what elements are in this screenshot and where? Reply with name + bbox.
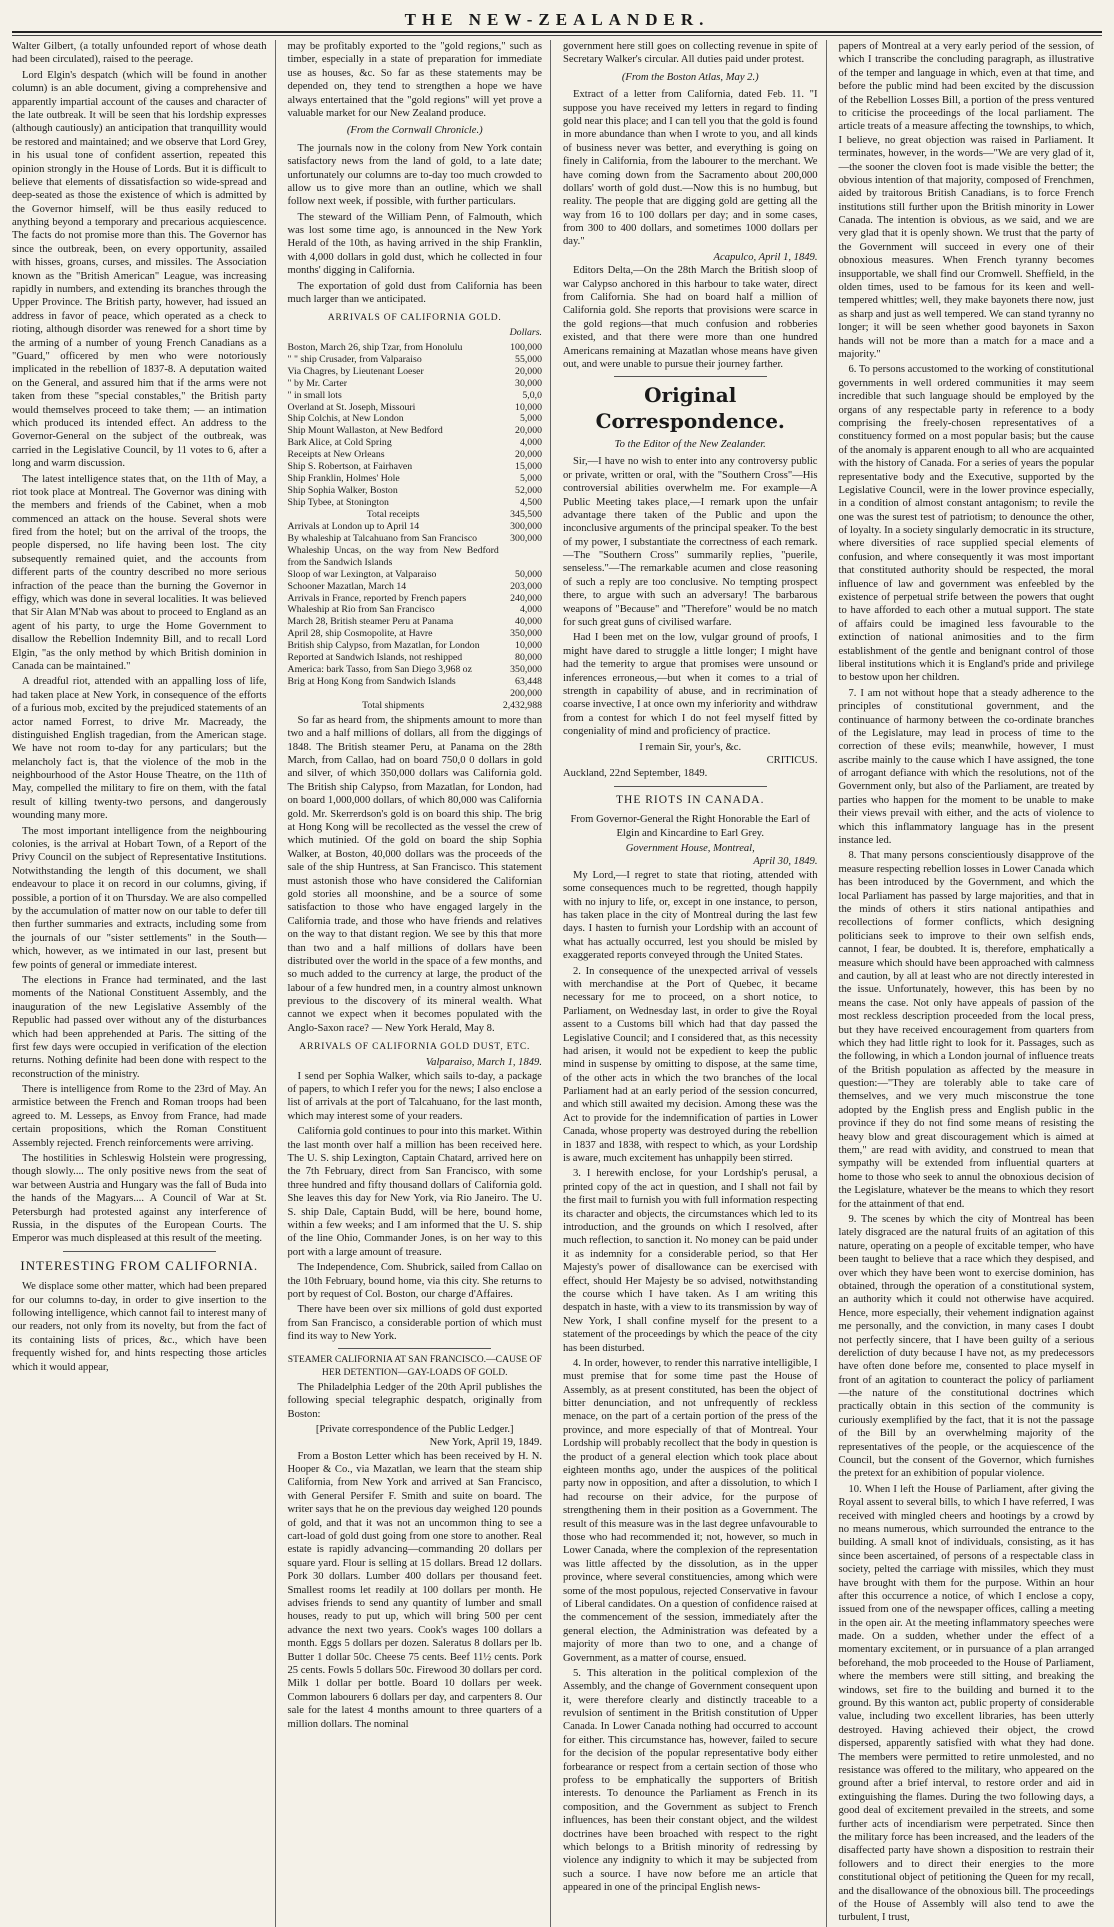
paragraph: 7. I am not without hope that a steady adherence to the principles of constitutional government, and the continuance of harmony between the co-ordinate branches of the Legislature, may lead in process of time to the correction of these evils; meanwhile, however, I must ascribe mainly to the cause which I have assigned, the tone of arrogant defiance with which the resolutions, not of the Government only, but also of the Parliament, are treated by parties who happen for the moment to be unable to make their views prevail with either, and the acts of violence to which this inflammatory language has in the present instance led. xyxy=(838,687,1094,847)
paragraph: 2. In consequence of the unexpected arrival of vessels with merchandise at the Port of Quebec, it became necessary for me to proceed, on a short notice, to Parliament, on Wednesday last, in order to give the Royal assent to a Customs bill which had that day passed the Legislative Council; and I considered that, as this necessity had arisen, it would not be expedient to keep the public mind in suspense by omitting to dispose, at the same time, of the other acts in which the two branches of the local Parliament had at an early period of the session concurred, and which still awaited my decision. Among these was the Act to provide for the indemnification of parties in Lower Canada, whose property was destroyed during the rebellion in 1837 and 1838, with respect to which, as your Lordship is aware, much excitement has unhappily been stirred. xyxy=(563,965,818,1165)
section-heading: INTERESTING FROM CALIFORNIA. xyxy=(20,1257,259,1273)
masthead-rule-thin xyxy=(12,35,1102,36)
paragraph: We displace some other matter, which had been prepared for our columns to-day, in order to give insertion to the following intelligence, which cannot fail to interest many of our readers, not only from its novelty, but from the fact of its containing lists of prices, &c., which have been frequently wished for, and hints respecting those articles which it would appear, xyxy=(12,1281,267,1373)
paragraph: California gold continues to pour into this market. Within the last month over half a million has been received here. The U. S. ship Lexington, Captain Chatard, arrived here on the 7th February, direct from San Francisco, with some three hundred and fifty thousand dollars of California gold. She leaves this day for New York, via Rio Janeiro. The U. S. ship Dale, Captain Budd, will be here, bound home, within a few weeks; and I am informed that the U. S. ship of the line Ohio, Commander Jones, is on her way to this port with a large amount of treasure. xyxy=(287,1126,542,1258)
dateline: April 30, 1849. xyxy=(753,856,818,868)
arrival-value: 10,000 xyxy=(515,401,542,413)
arrival-value: 350,000 xyxy=(510,664,542,676)
arrival-label: British ship Calypso, from Mazatlan, for London xyxy=(287,640,480,652)
table-row xyxy=(288,413,543,425)
arrival-label: Boston, March 26, ship Tzar, from Honolulu xyxy=(287,341,463,353)
paragraph: Lord Elgin's despatch (which will be found in another column) is an able document, giving a comprehensive and apparently impartial account of the causes and character of the late outbreak. It will be seen that his lordship expresses (although cautiously) an anticipation that tranquillity would be restored and maintained; and we observe that Lord Grey, in his usual tone of confident assertion, repeated this opinion strongly in the House of Lords. But it is difficult to believe that elements of dissatisfaction so wide-spread and deep-seated as those the existence of which is admitted by the Governor himself, will be thus easily reduced to anything beyond a temporary and precarious acquiescence. The facts do not promise more than this. The Governor has since the outbreak, been, on every opportunity, assailed with hisses, groans, curses, and missiles. The Association known as the "British American" League, was increasing rapidly in numbers, and extending its branches through the Upper Province. The British party, however, had issued an address in favor of peace, which operated as a check to rioting, although disorder was renewed for a short time by the arming of a number of young French Canadians as a "Guard," officered by men who were notoriously implicated in the rebellion of 1837-8. A deputation waited on the General, and assured him that if the arms were not taken from these "special constables," the British party would themselves proceed to take them; — an intimation which produced its intended effect. An address to the Governor-General on the subject of the outbreak, was carried in the Legislative Council, by 11 votes to 6, after a long and warm discussion. xyxy=(12,69,267,470)
arrival-value: 300,000 xyxy=(510,520,542,532)
arrival-value: 15,000 xyxy=(515,461,542,473)
arrival-value: 200,000 xyxy=(510,688,542,700)
table-row xyxy=(288,676,543,688)
column-3 xyxy=(563,40,827,1927)
table-row xyxy=(288,521,543,533)
arrival-value: 20,000 xyxy=(515,449,542,461)
arrival-label: Via Chagres, by Lieutenant Loeser xyxy=(287,365,424,377)
divider xyxy=(63,1251,216,1252)
arrival-label: " by Mr. Carter xyxy=(287,377,348,389)
arrival-label: Ship Mount Wallaston, at New Bedford xyxy=(287,425,443,437)
table-row xyxy=(288,616,543,628)
arrival-value: 63,448 xyxy=(515,676,542,688)
paragraph: Editors Delta,—On the 28th March the British sloop of war Calypso anchored in this harbour to take water, direct from California. She had on board half a million of California gold. She reports that provisions were scarce in the gold regions—that much confusion and robberies existed, and that there were more than one hundred Americans remaining at Mazatlan whose means have given out, and were unable to pursue their journey farther. xyxy=(563,265,818,370)
paragraph: papers of Montreal at a very early period of the session, of which I transcribe the concluding paragraph, as illustrative of the temper and language in which, even at that time, and before the public mind had been excited by the discussion of the Rebellion Losses Bill, a portion of the press ventured to criticise the proceedings of the local parliament. The article treats of a measure affecting the townships, to which, I believe, no great objection was raised in Parliament. It terminates, however, in the words—"We are very glad of it,—the sooner the cloven foot is made visible the better; the obvious intention of that majority, composed of Frenchmen, aided by traitorous British Canadians, is to force French institutions still further upon the British minority in Lower Canada. The intention is obvious, as we said, and we are very glad that it is openly shown. We trust that the party of the Government will succeed in every one of their obnoxious measures. When French tyranny becomes insupportable, we shall find our Cromwell. Sheffield, in the olden times, used to be famous for its keen and well-tempered whittles; well, they make bayonets there now, just as sharp and just as well tempered. We can stand tyranny no longer; it will be seen whether good bayonets in Saxon hands will not be more than a match for a mace and a majority." xyxy=(838,41,1094,360)
paragraph: 3. I herewith enclose, for your Lordship's perusal, a printed copy of the act in question, and I shall not fail by the first mail to furnish you with full information respecting its character and objects, the circumstances which led to its introduction, and the grounds on which I resolved, after much reflection, to sanction it. No money can be paid under it as indemnity for a considerable period, so that Her Majesty's power of disallowance can be exercised with effect, should Her Majesty be so advised, notwithstanding the course which I have taken. As I am writing this despatch in haste, with a view to its transmission by way of New York, I shall confine myself for the present to a statement of the proceedings by which the peace of the city has been disturbed. xyxy=(563,1168,818,1354)
arrivals-table xyxy=(288,342,543,712)
arrival-label: Whaleship at Rio from San Francisco xyxy=(287,604,435,616)
paragraph: The elections in France had terminated, and the last moments of the National Constituent Assembly, and the inauguration of the new Legislative Assembly of the Republic had passed over without any of the disturbances which had been apprehended at Paris. The sitting of the first few days were occupied in verification of the election returns. Nothing definite had been done with respect to the reconstruction of the ministry. xyxy=(12,974,267,1080)
arrival-label: Arrivals at London up to April 14 xyxy=(287,520,420,532)
arrival-value: 52,000 xyxy=(515,485,542,497)
table-row xyxy=(288,664,543,676)
paragraph: The Philadelphia Ledger of the 20th April publishes the following special telegraphic despatch, originally from Boston: xyxy=(287,1381,542,1420)
total-label: Total receipts xyxy=(366,508,420,520)
masthead: THE NEW-ZEALANDER. xyxy=(404,10,710,29)
paragraph: 4. In order, however, to render this narrative intelligible, I must premise that for some time past the House of Assembly, as at present constituted, has been the object of bitter denunciation, and not unfrequently of reckless menace, on the part of a certain portion of the press of the province, and more especially of that of Montreal. Your Lordship will probably recollect that the body in question is the product of a general election which took place about eighteen months ago, under the auspices of the political party now in opposition, and after a dissolution, to which I had recourse on their advice, for the purpose of strengthening them in their position as a Government. The result of this measure was in the last degree unfavourable to those who had recommended it; not, however, so much in Lower Canada, where the complexion of the representation was little affected by the dissolution, as in the upper province, where several constituencies, among which were some of the most populous, rejected Conservative in favour of Liberal candidates. On a question of confidence raised at the commencement of the session, immediately after the general election, the Administration was defeated by a majority of more than two to one, and a change of Government, as a matter of course, ensued. xyxy=(563,1357,818,1664)
dateline: New York, April 19, 1849. xyxy=(429,1437,542,1449)
table-row xyxy=(288,533,543,545)
arrival-label: April 28, ship Cosmopolite, at Havre xyxy=(287,628,433,640)
paragraph: 8. That many persons conscientiously disapprove of the measure respecting rebellion losses in Lower Canada which has been introduced by the Government, and which the local Parliament has passed by large majorities, and that in the minds of others it stirs national antipathies and recollections of former conflicts, which designing politicians seek to improve to their own selfish ends, cannot, I fear, be doubted. It is, therefore, emphatically a measure which should have been approached with calmness and caution, by all at least who are not directly interested in the issue. Unfortunately, however, this has been by no means the case. Not only have appeals of passion of the most reckless description proceeded from the local press, but they have received encouragement from quarters from which they had little right to look for it. Passages, such as the following, in which a London journal of influence treats of the British population as affected by the measure in question:—"They are tolerably able to take care of themselves, and we very much misconstrue the tone adopted by the English press and English public in the province if they do not find some means of resisting the heavy blow and great discouragement which is aimed at them," are read with avidity, and construed to mean that sympathy will be extended from influential quarters at home to those who seek to annul the obnoxious decision of the Legislature, whatever be the means to which they resort for the attainment of that end. xyxy=(838,850,1094,1210)
table-row xyxy=(288,378,543,390)
arrival-value: 240,000 xyxy=(510,592,542,604)
arrival-value: 20,000 xyxy=(515,365,542,377)
arrival-label: Receipts at New Orleans xyxy=(287,449,385,461)
arrival-value: 20,000 xyxy=(515,425,542,437)
banner-heading: Original Correspondence. xyxy=(595,383,785,433)
table-row xyxy=(288,640,543,652)
divider xyxy=(614,786,767,787)
paragraph: Walter Gilbert, (a totally unfounded report of whose death had been circulated), raised to the peerage. xyxy=(12,41,267,66)
table-row xyxy=(288,700,543,712)
arrival-label: Schooner Mazatlan, March 14 xyxy=(287,580,407,592)
table-row xyxy=(288,688,543,700)
table-row xyxy=(288,461,543,473)
letter-date: Auckland, 22nd September, 1849. xyxy=(563,768,708,780)
signoff: I remain Sir, your's, &c. xyxy=(639,741,742,753)
signature: CRITICUS. xyxy=(766,754,818,766)
table-row xyxy=(288,485,543,497)
total-label: Total shipments xyxy=(362,699,425,711)
paragraph: The exportation of gold dust from California has been much larger than we anticipated. xyxy=(287,280,542,306)
arrival-value: 80,000 xyxy=(515,652,542,664)
unit-label: Dollars. xyxy=(509,327,542,339)
table-row xyxy=(288,473,543,485)
arrival-value: 203,000 xyxy=(510,580,542,592)
table-row xyxy=(288,593,543,605)
arrival-value: 5,000 xyxy=(519,473,542,485)
arrival-value: 4,000 xyxy=(519,437,542,449)
table-row xyxy=(288,402,543,414)
arrival-value: 4,500 xyxy=(519,497,542,509)
table-row xyxy=(288,342,543,354)
source-credit: (From the Cornwall Chronicle.) xyxy=(346,125,483,137)
column-2 xyxy=(288,40,552,1927)
total-value: 2,432,988 xyxy=(502,699,542,711)
paragraph: I send per Sophia Walker, which sails to-day, a package of papers, to which I refer you for the news; I also enclose a list of arrivals at the port of Talcahuano, for the last month, which may interest some of your readers. xyxy=(287,1070,542,1122)
table-title: ARRIVALS OF CALIFORNIA GOLD. xyxy=(327,313,502,324)
arrival-label: Bark Alice, at Cold Spring xyxy=(287,437,392,449)
table-row xyxy=(288,425,543,437)
total-value: 345,500 xyxy=(510,508,542,520)
paragraph: There have been over six millions of gold dust exported from San Francisco, a considerable portion of which must find its way to New York. xyxy=(287,1304,542,1343)
dateline: Government House, Montreal, xyxy=(625,843,755,855)
arrival-value: 30,000 xyxy=(515,377,542,389)
arrival-label xyxy=(288,688,499,700)
subheading: From Governor-General the Right Honorable the Earl of Elgin and Kincardine to Earl Grey. xyxy=(570,814,811,839)
arrival-label: Arrivals in France, reported by French papers xyxy=(287,592,467,604)
arrival-value xyxy=(499,545,542,569)
arrival-label: " " ship Crusader, from Valparaiso xyxy=(287,353,422,365)
arrival-value: 55,000 xyxy=(515,353,542,365)
paragraph: My Lord,—I regret to state that rioting, attended with some consequences much to be regretted, though happily with no injury to life, or, except in one instance, to person, has taken place in the city of Montreal during the last few days. I hasten to furnish your Lordship with an account of what has actually occurred, lest you should be misled by exaggerated reports conveyed through the United States. xyxy=(563,869,818,962)
arrival-label: " in small lots xyxy=(287,389,342,401)
table-row xyxy=(288,390,543,402)
paragraph: From a Boston Letter which has been received by H. N. Hooper & Co., via Mazatlan, we learn that the steam ship California, from New York and arrived at San Francisco, with General Persifer F. Smith and suite on board. The writer says that he on the previous day weighed 120 pounds of gold, and that it was not an uncommon thing to see a cart-load of gold dust going from one store to another. Real estate is rapidly advancing—commanding 20 dollars per square yard. Flour is selling at 15 dollars. Bread 12 dollars. Pork 30 dollars. Lumber 400 dollars per thousand feet. Smallest rooms let readily at 100 dollars per month. He advises friends to send any quantity of lumber and small houses, ready to put up, which will bring 500 per cent advance the next two years. Cook's wages 100 dollars a month. Eggs 5 dollars per dozen. Saleratus 8 dollars per lb. Butter 1 dollar 50c. Cheese 75 cents. Beef 11½ cents. Pork 25 cents. Fowls 5 dollars 50c. Firewood 30 dollars per cord. Milk 1 dollar per bottle. Board 10 dollars per week. Common labourers 6 dollars per day, and carpenters 8. Our sale for the latest 4 months amount to three quarters of a million dollars. The nominal xyxy=(287,1450,543,1730)
table-row xyxy=(288,437,543,449)
paragraph: may be profitably exported to the "gold regions," such as timber, especially in a state of preparation for immediate use as houses, &c. So far as these statements may be depended on, they tend to strengthen a hope we have always entertained that the "gold regions" will yet prove a valuable market for our New Zealand produce. xyxy=(287,41,542,119)
divider xyxy=(338,1348,491,1349)
table-row xyxy=(288,569,543,581)
paragraph: Had I been met on the low, vulgar ground of proofs, I might have dared to struggle a little longer; I might have had the temerity to argue that promises were unsound or inferences erroneous,—but when it comes to a trial of strength in capability of abuse, and in recrimination of coarse invective, I at once own my inferiority and withdraw from a contest for which I do not feel myself fitted by congeniality of mind and proficiency of practice. xyxy=(563,632,818,738)
paragraph: 9. The scenes by which the city of Montreal has been lately disgraced are the natural fruits of an agitation of this nature, operating on a people of excitable temper, who have been taught to believe that a race which they despised, and over which they have been wont to exercise dominion, has obtained, through the operation of a constitutional system, an authority which it could not otherwise have acquired. Hence, more especially, their vehement indignation against me personally, and the conviction, in many cases I doubt not perfectly sincere, that I have been guilty of a serious dereliction of duty because I have not, as my predecessors have often done before me, consented to place myself in front of an agitation to counteract the policy of parliament—the nature of the constitutional doctrines which practically obtain in this section of the community is curiously exemplified by the fact, that it is not the passage of the Bill by an overwhelming majority of the representatives of the people, or the acquiescence of the Council, but the consent of the Governor, which furnishes the pretext for an exhibition of popular violence. xyxy=(838,1213,1094,1480)
paragraph: The Independence, Com. Shubrick, sailed from Callao on the 10th February, bound home, via this city. She returns to port by request of Col. Boston, our charge d'Affaires. xyxy=(287,1262,542,1300)
arrival-label: Ship Tybee, at Stonington xyxy=(287,497,389,509)
arrival-value: 4,000 xyxy=(519,604,542,616)
paragraph: The hostilities in Schleswig Holstein were progressing, though slowly.... The only positive news from the seat of war between Austria and Hungary was the fall of Buda into the hands of the Magyars.... A Council of War at St. Petersburgh had protested against any interference of Russia, in the disputes of the European Courts. The Emperor was much displeased at this result of the meeting. xyxy=(12,1153,267,1245)
arrival-label: Whaleship Uncas, on the way from New Bedford from the Sandwich Islands xyxy=(287,544,499,568)
table-row xyxy=(288,652,543,664)
arrival-label: By whaleship at Talcahuano from San Francisco xyxy=(287,532,478,544)
table-row xyxy=(288,509,543,521)
arrival-label: Overland at St. Joseph, Missouri xyxy=(287,401,416,413)
table-row xyxy=(288,497,543,509)
column-1 xyxy=(12,40,276,1927)
paragraph: Sir,—I have no wish to enter into any controversy public or private, written or oral, with the "Southern Cross"—His controversial abilities overwhelm me. For example—A Public Meeting takes place,—I remark upon the unfair advantage there taken of the Public and upon the inconclusive arguments of the principal speaker. To the best of my power, I substantiate the correctness of each remark.—The "Southern Cross" summarily replies, "puerile, senseless."—The remarkable acumen and close reasoning of such a reply are too conclusive. No tempting prospect there, to argue with such an adversary! The barbarous weapons of "Because" and "Therefore" would be no match for such great guns of civilised warfare. xyxy=(563,456,818,629)
paragraph: The latest intelligence states that, on the 11th of May, a riot took place at Montreal. The Governor was dining with the members and friends of the Cabinet, when a mob commenced an attack on the house. Several shots were fired from the hotel; but on the arrival of the troops, the people dispersed, no life having been lost. The city subsequently remained quiet, and the accounts from different parts of the country described no more serious infraction of the peace than the burning the Governor in effigy, which was done in several localities. It was believed that Sir Alan M'Nab was about to proceed to England as an agent of his party, to urge the Home Government to disallow the Rebellion Indemnity Bill, and to recall Lord Elgin, "as the only method by which British dominion in Canada can be maintained." xyxy=(12,473,267,672)
dateline: Acapulco, April 1, 1849. xyxy=(713,251,818,263)
paragraph: 5. This alteration in the political complexion of the Assembly, and the change of Government consequent upon it, were therefore clearly and distinctly traceable to a revulsion of sentiment in the British constitution of Upper Canada. In Lower Canada nothing had occurred to account for either. This circumstance has, however, failed to secure for the decision of the popular representative body either forbearance or respect from a certain section of those who profess to be emphatically the supporters of British interests. To denounce the Parliament as French in its composition, and the Government as subject to French influences, has been their constant object, and the wildest doctrines have been broached with respect to the right which belongs to a British minority of redressing by violence any indignity to which it may be subjected from such a source. I have now before me an article that appeared in one of the principal English news- xyxy=(563,1667,818,1894)
arrival-value: 300,000 xyxy=(510,532,542,544)
dateline: Valparaiso, March 1, 1849. xyxy=(425,1057,542,1069)
table-row xyxy=(288,628,543,640)
arrival-label: Ship S. Robertson, at Fairhaven xyxy=(287,461,413,473)
arrival-value: 10,000 xyxy=(515,640,542,652)
salutation-line: To the Editor of the New Zealander. xyxy=(614,438,766,450)
arrival-value: 40,000 xyxy=(515,616,542,628)
arrival-value: 50,000 xyxy=(515,568,542,580)
columns xyxy=(12,40,1102,1924)
paragraph: The journals now in the colony from New York contain satisfactory news from the land of gold, to a late date; unfortunately our columns are to-day too much crowded to allow us to give more than an outline, which we shall follow next week, if possible, with further particulars. xyxy=(287,142,542,208)
arrival-label: America: bark Tasso, from San Diego 3,968 oz xyxy=(287,664,472,676)
table-row xyxy=(288,545,543,569)
arrival-label: March 28, British steamer Peru at Panama xyxy=(287,616,454,628)
table-row xyxy=(288,354,543,366)
arrival-label: Ship Franklin, Holmes' Hole xyxy=(287,473,400,485)
paragraph: The steward of the William Penn, of Falmouth, which was lost some time ago, is announced in the New York Herald of the 10th, as having arrived in the ship Franklin, with 4,000 dollars in gold dust, which he collected in four months' digging in California. xyxy=(287,211,542,277)
arrival-value: 5,0,0 xyxy=(522,389,542,401)
table-row xyxy=(288,581,543,593)
section-heading: ARRIVALS OF CALIFORNIA GOLD DUST, ETC. xyxy=(299,1042,531,1053)
arrival-value: 100,000 xyxy=(510,341,542,353)
section-heading: STEAMER CALIFORNIA AT SAN FRANCISCO.—CAUSE OF HER DETENTION—GAY-LOADS OF GOLD. xyxy=(287,1354,542,1378)
paragraph: government here still goes on collecting revenue in spite of Secretary Walker's circular. All duties paid under protest. xyxy=(563,41,818,66)
column-4 xyxy=(839,40,1103,1927)
arrival-label: Sloop of war Lexington, at Valparaiso xyxy=(287,568,437,580)
arrival-label: Ship Sophia Walker, Boston xyxy=(287,485,398,497)
paragraph: The most important intelligence from the neighbouring colonies, is the arrival at Hobart Town, of a Report of the Privy Council on the subject of Representative Institutions. Notwithstanding the length of this document, we shall endeavour to place it on record in our columns, giving, if possible, a portion of it on Thursday. We are also compelled by the accumulation of matter now on our table to defer till then further summaries and extracts, including some from the journals of our "sister settlements" in the South—which, however, as we intimated in our last, present but few points of general or immediate interest. xyxy=(12,825,267,971)
table-row xyxy=(288,449,543,461)
bracket-note: [Private correspondence of the Public Ledger.] xyxy=(315,1423,514,1435)
table-row xyxy=(288,366,543,378)
paragraph: 6. To persons accustomed to the working of constitutional governments in well ordered communities it may seem incredible that such language should be employed by the organs of any respectable party in reference to a body comprising the freely-chosen representatives of a constituency formed on a most popular basis; but the cause of the anomaly is apparent enough to all who are acquainted with the history of Canada. For a series of years the popular representative body and the Executive, supported by the Legislative Council, were in the lower province especially, in a condition of almost constant antagonism; to revile the one was the surest test of patriotism; to denounce the other, of loyalty. In a society singularly democratic in its structure, where diversities of race supplied special elements of confusion, and where consequently it was most important that constituted authority should be respected, the moral influence of law and government was enfeebled by the existence of perpetual strife between the powers that ought to have afforded to each other a mutual support. The state of affairs could be imagined less favourable to the extinction of national animosities and to the firm establishment of the gentle and benignant control of those liberal institutions which it is England's pride and privilege to bestow upon her children. xyxy=(838,364,1094,684)
paragraph: There is intelligence from Rome to the 23rd of May. An armistice between the French and Roman troops had been agreed to. M. Lesseps, as Envoy from France, had made certain propositions, which the Roman Constituent Assembly rejected. French reinforcements were arriving. xyxy=(12,1084,267,1149)
arrival-value: 5,000 xyxy=(519,413,542,425)
arrival-label: Brig at Hong Kong from Sandwich Islands xyxy=(287,676,456,688)
arrival-label: Ship Colchis, at New London xyxy=(287,413,404,425)
masthead-rule xyxy=(12,31,1102,33)
section-heading: THE RIOTS IN CANADA. xyxy=(616,793,765,806)
paragraph: A dreadful riot, attended with an appalling loss of life, had taken place at New York, in consequence of the efforts of a furious mob, excited by the prejudiced statements of an actor named Forrest, to drive Mr. Macready, the distinguished English tragedian, from the American stage. We have not room to-day for any particulars; but the melancholy fact is, that the violence of the mob in the neighbourhood of the Astor House Theatre, on the 11th of May, compelled the military to fire on them, with the fatal result of killing twenty-two persons, and dangerously wounding many more. xyxy=(12,676,267,822)
arrival-value: 350,000 xyxy=(510,628,542,640)
source-credit: (From the Boston Atlas, May 2.) xyxy=(621,71,759,83)
paragraph: 10. When I left the House of Parliament, after giving the Royal assent to several bills, to which I have referred, I was received with mingled cheers and hootings by a crowd by no means numerous, which surrounded the entrance to the building. A small knot of individuals, consisting, as it has since been ascertained, of persons of a respectable class in society, pelted the carriage with missiles, which they must have brought with them for the purpose. Within an hour after this occurrence a notice, of which I enclose a copy, issued from one of the newspaper offices, calling a meeting in the open air. At the meeting inflammatory speeches were made. On a sudden, whether under the effect of a momentary excitement, or in pursuance of a plan arranged beforehand, the mob proceeded to the House of Parliament, where the members were still sitting, and breaking the windows, set fire to the building and burned it to the ground. By this wanton act, public property of considerable value, including two excellent libraries, has been utterly destroyed. Having achieved their object, the crowd dispersed, apparently satisfied with what they had done. The members were permitted to retire unmolested, and no resistance was offered to the military, who appeared on the ground after a brief interval, to restore order and aid in extinguishing the flames. During the two following days, a good deal of excitement prevailed in the streets, and some further acts of incendiarism were perpetrated. Since then the military force has been increased, and the leaders of the disaffected party have shown a disposition to restrain their followers and to direct their energies to the more constitutional object of petitioning the Queen for my recall, and the disallowance of the obnoxious bill. The proceedings of the House of Assembly will also tend to awe the turbulent, I trust, xyxy=(838,1483,1094,1924)
table-row xyxy=(288,604,543,616)
arrival-label: Reported at Sandwich Islands, not reshipped xyxy=(287,652,463,664)
paragraph: Extract of a letter from California, dated Feb. 11. "I suppose you have received my letters in regard to finding gold near this place; and I can tell you that the gold is found in more abundance than when I wrote to you, and all kinds of business never was better, and everything is going on finely in California, from the labourer to the merchant. We have coming down from the Sacramento about 200,000 dollars' worth of gold dust.—Now this is no humbug, but reality. The people that are digging gold are getting all the way from 16 to 100 dollars per day; and in some cases, from 300 to 400 dollars, and sometimes 1000 dollars per day." xyxy=(563,89,818,248)
divider xyxy=(614,376,767,377)
paragraph: So far as heard from, the shipments amount to more than two and a half millions of dollars, all from the diggings of 1848. The British steamer Peru, at Panama on the 28th March, from Callao, had on board 750,0 0 dollars in gold and silver, of which 350,000 dollars was California gold. The British ship Calypso, from Mazatlan, for London, had on board 1,000,000 dollars, of which 80,000 was California gold. Mr. Skerrerdson's gold is on board this ship. The brig at Hong Kong will be recollected as the vessel the crew of which mutinied. Of the gold on board the ship Sophia Walker, at Boston, 40,000 dollars was the proceeds of the sale of the ship Huntress, at San Francisco. This statement must astonish those who have considered the Californian gold stories all moonshine, and be a source of some satisfaction to those who have engaged largely in the California trade, and those who have friends and relatives on the way to that distant region. We see by this that more than two and a half millions of dollars have been distributed over the world in the space of a few months, and so much added to the currency at large, the product of the labour of a few hundred men, in a country almost unknown previous to the discovery of its mineral wealth. What cannot we expect when it becomes populated with the Anglo-Saxon race? — New York Herald, May 8. xyxy=(287,714,542,1034)
